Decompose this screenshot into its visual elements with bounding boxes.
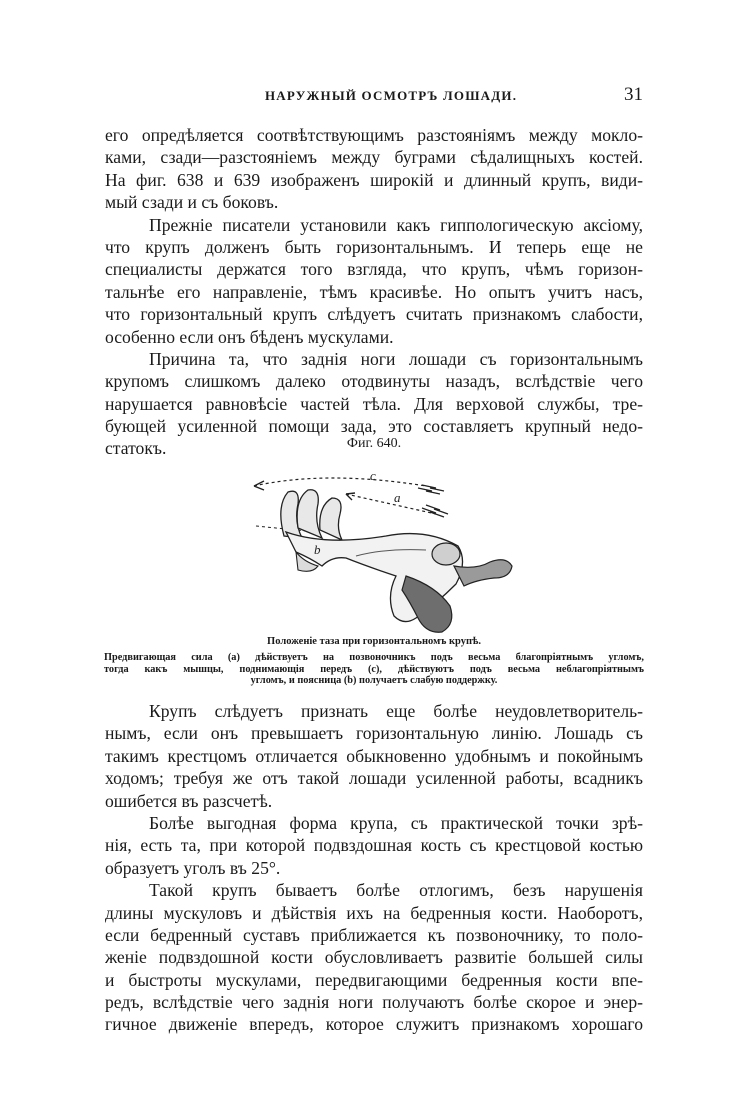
text-line: нія, есть та, при которой подвздошная кость съ крестцовой костью [105,835,643,856]
text-line: длины мускуловъ и дѣйствія ихъ на бедренныя кости. Наоборотъ, [105,902,643,923]
text-line: Болѣе выгодная форма крупа, съ практической точки зрѣ- [149,812,643,833]
text-line: Причина та, что заднія ноги лошади съ горизонтальнымъ [149,348,643,369]
text-line: образуетъ уголъ въ 25°. [105,857,281,878]
text-line: особенно если онъ бѣденъ мускулами. [105,326,394,347]
figure-label: Фиг. 640. [346,436,402,451]
text-line: статокъ. [105,438,167,459]
letter-a: a [394,490,401,505]
text-line: женіе подвздошной кости обусловливаетъ развитіе большей силы [105,947,643,968]
text-line: бующей усиленной помощи зада, это составляетъ крупный недо- [105,416,643,437]
pelvis-illustration [236,466,526,636]
running-title: НАРУЖНЫЙ ОСМОТРЪ ЛОШАДИ. [265,88,518,103]
pelvis-figure [236,466,526,636]
text-line: и быстроты мускулами, передвигающими бедренныя кости впе- [105,969,643,990]
text-line: нымъ, если онъ превышаетъ горизонтальную линію. Лошадь съ [105,723,643,744]
text-line: нарушается равновѣсіе частей тѣла. Для верховой службы, тре- [105,393,643,414]
letter-c: c [370,468,376,483]
text-line: его опредѣляется соотвѣтствующимъ разстояніямъ между мокло- [105,125,643,145]
letter-b: b [314,542,321,557]
body-text-before-figure [105,124,643,460]
text-line: ошибется въ разсчетѣ. [105,790,273,811]
text-line: тальнѣе его направленіе, тѣмъ красивѣе. Но опытъ учитъ насъ, [105,281,643,302]
figure-caption-title: Положеніе таза при горизонтальномъ крупѣ. [267,636,481,647]
text-line: гичное движеніе впередъ, которое служитъ признакомъ хорошаго [105,1014,643,1035]
text-line: ками, сзади—разстояніемъ между буграми сѣдалищныхъ костей. [105,147,643,168]
text-line: если бедренный суставъ приближается къ позвоночнику, то поло- [105,924,643,945]
text-line: Крупъ слѣдуетъ признать еще болѣе неудовлетворитель- [149,701,643,721]
text-line: что горизонтальный крупъ слѣдуетъ считать признакомъ слабости, [105,304,643,325]
text-line: Прежніе писатели установили какъ гиппологическую аксіому, [149,214,643,235]
caption-line: Предвигающая сила (a) дѣйствуетъ на позвоночникъ подъ весьма благопріятнымъ угломъ, [104,652,644,663]
page-header [105,86,643,110]
text-line: такимъ крестцомъ отличается обыкновенно удобнымъ и покойнымъ [105,745,643,766]
text-line: что крупъ долженъ быть горизонтальнымъ. И теперь еще не [105,236,643,257]
text-line: На фиг. 638 и 639 изображенъ широкій и длинный крупъ, види- [105,169,643,190]
text-line: крупомъ слишкомъ далеко отодвинуты назадъ, вслѣдствіе чего [105,371,643,392]
text-line: редъ, вслѣдствіе чего заднія ноги получаютъ болѣе скорое и энер- [105,992,643,1013]
body-text-after-figure [105,700,643,1036]
caption-line: угломъ, и поясница (b) получаетъ слабую поддержку. [250,675,498,687]
text-line: мый сзади и съ боковъ. [105,192,279,213]
text-line: специалисты держатся того взгляда, что крупъ, чѣмъ горизон- [105,259,643,280]
text-line: ходомъ; требуя же отъ такой лошади усиленной работы, всадникъ [105,768,643,789]
figure-caption-body [104,652,644,687]
caption-line: тогда какъ мышцы, поднимающія передъ (c), дѣйствуютъ подъ весьма неблагопріятнымъ [104,663,644,675]
text-line: Такой крупъ бываетъ болѣе отлогимъ, безъ нарушенія [149,880,643,901]
page-number: 31 [624,84,643,105]
